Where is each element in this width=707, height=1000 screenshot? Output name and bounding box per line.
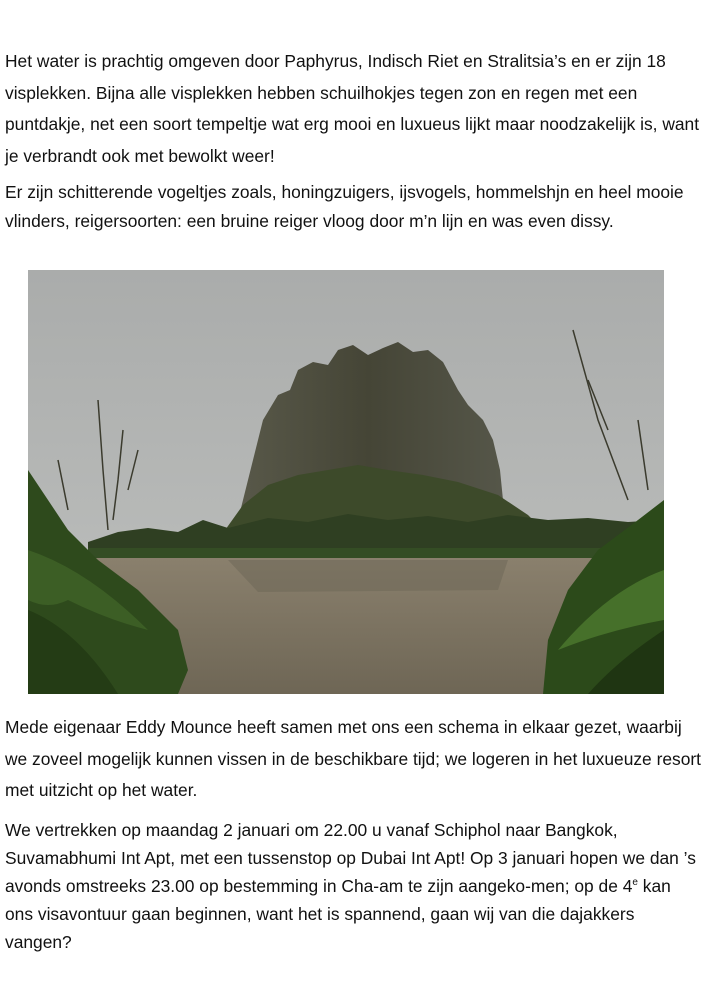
paragraph-schedule: Mede eigenaar Eddy Mounce heeft samen met ons een schema in elkaar gezet, waarbij we zoveel mogelijk kunnen vissen in de beschikbare tijd; we logeren in het luxueuze resort met uitzicht op het water. — [5, 717, 702, 800]
paragraph-water-description: Het water is prachtig omgeven door Paphyrus, Indisch Riet en Stralitsia’s en er zijn 18 visplekken. Bijna alle visplekken hebben schuilhokjes tegen zon en regen met een puntdakje, net een soort tempeltje wat erg mooi en luxueus lijkt maar noodzakelijk is, want je verbrandt ook met bewolkt weer! — [5, 51, 700, 166]
travel-text-part2: kan ons visavontuur gaan beginnen, want het is spannend, gaan wij van die dajakkers vangen? — [5, 876, 671, 952]
ordinal-superscript: e — [632, 877, 638, 889]
travel-text-part1: We vertrekken op maandag 2 januari om 22.00 u vanaf Schiphol naar Bangkok, Suvamabhumi Int Apt, met een tussenstop op Dubai Int Apt! Op 3 januari hopen we dan ’s avonds omstreeks 23.00 op bestemming in Cha-am te zijn aangeko-men; op de 4 — [5, 820, 696, 896]
lake-mountain-photo — [28, 270, 664, 694]
photo-illustration — [28, 270, 664, 694]
paragraph-travel — [5, 816, 703, 956]
paragraph-birds: Er zijn schitterende vogeltjes zoals, honingzuigers, ijsvogels, hommelshjn en heel mooie vlinders, reigersoorten: een bruine reiger vloog door m’n lijn en was even dissy. — [5, 182, 684, 231]
water-reflection — [228, 560, 508, 592]
